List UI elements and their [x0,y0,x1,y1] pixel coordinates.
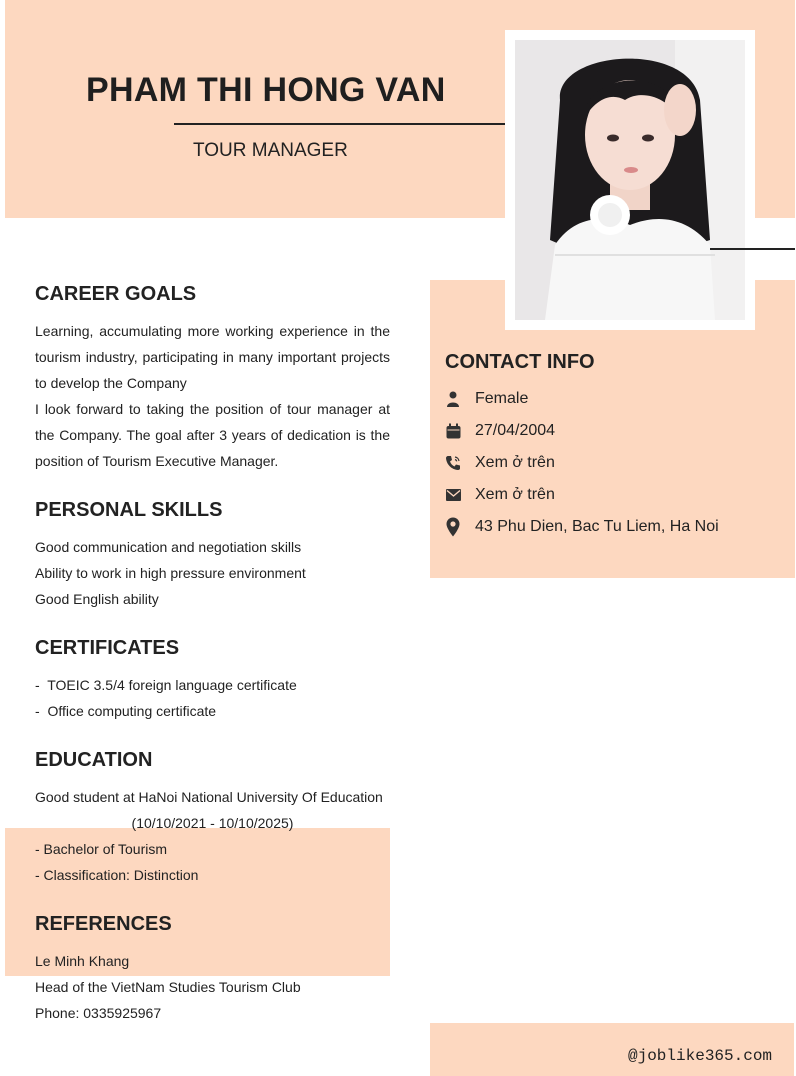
section-title-certificates: CERTIFICATES [35,637,180,659]
certificates-list [35,672,395,724]
decorative-line [710,248,795,250]
contact-birthday: 27/04/2004 [475,422,556,439]
profile-photo [515,40,745,320]
candidate-name: PHAM THI HONG VAN [86,71,446,109]
name-divider [174,123,552,125]
education-dates: (10/10/2021 - 10/10/2025) [131,815,294,831]
section-title-contact-info: CONTACT INFO [445,351,595,373]
education-detail: - Classification: Distinction [35,867,199,883]
certificate-item: - TOEIC 3.5/4 foreign language certificate [35,677,297,693]
skill-item: Ability to work in high pressure environment [35,565,306,581]
certificate-item: - Office computing certificate [35,703,217,719]
contact-email: Xem ở trên [475,486,555,503]
phone-icon [445,454,461,472]
section-title-personal-skills: PERSONAL SKILLS [35,499,223,521]
section-title-references: REFERENCES [35,913,172,935]
contact-row-birthday [445,419,555,443]
career-goals-text [35,318,390,474]
contact-phone: Xem ở trên [475,454,555,471]
mail-icon [445,486,461,504]
education-school: Good student at HaNoi National University Of Education [35,789,383,805]
reference-name: Le Minh Khang [35,953,130,969]
contact-row-gender [445,387,528,411]
contact-row-phone [445,451,555,475]
skill-item: Good English ability [35,591,159,607]
person-icon [445,390,461,408]
job-title: TOUR MANAGER [193,140,348,161]
section-title-career-goals: CAREER GOALS [35,283,197,305]
section-title-education: EDUCATION [35,749,153,771]
education-detail: - Bachelor of Tourism [35,841,168,857]
calendar-icon [445,422,461,440]
skill-item: Good communication and negotiation skills [35,539,302,555]
reference-phone: Phone: 0335925967 [35,1005,162,1021]
education-details [35,836,395,888]
reference-position: Head of the VietNam Studies Tourism Club [35,979,301,995]
references-list [35,948,395,1026]
footer-watermark: @joblike365.com [628,1047,773,1065]
contact-row-email [445,483,555,507]
career-goal-paragraph: Learning, accumulating more working experience in the tourism industry, participating in many important projects to develop the Company [35,323,390,391]
career-goal-paragraph: I look forward to taking the position of tour manager at the Company. The goal after 3 years of dedication is the position of Tourism Executive Manager. [35,401,390,469]
location-pin-icon [445,518,461,536]
skills-list [35,534,395,612]
contact-address: 43 Phu Dien, Bac Tu Liem, Ha Noi [475,518,719,535]
contact-row-address [445,515,719,539]
contact-gender: Female [475,390,529,407]
